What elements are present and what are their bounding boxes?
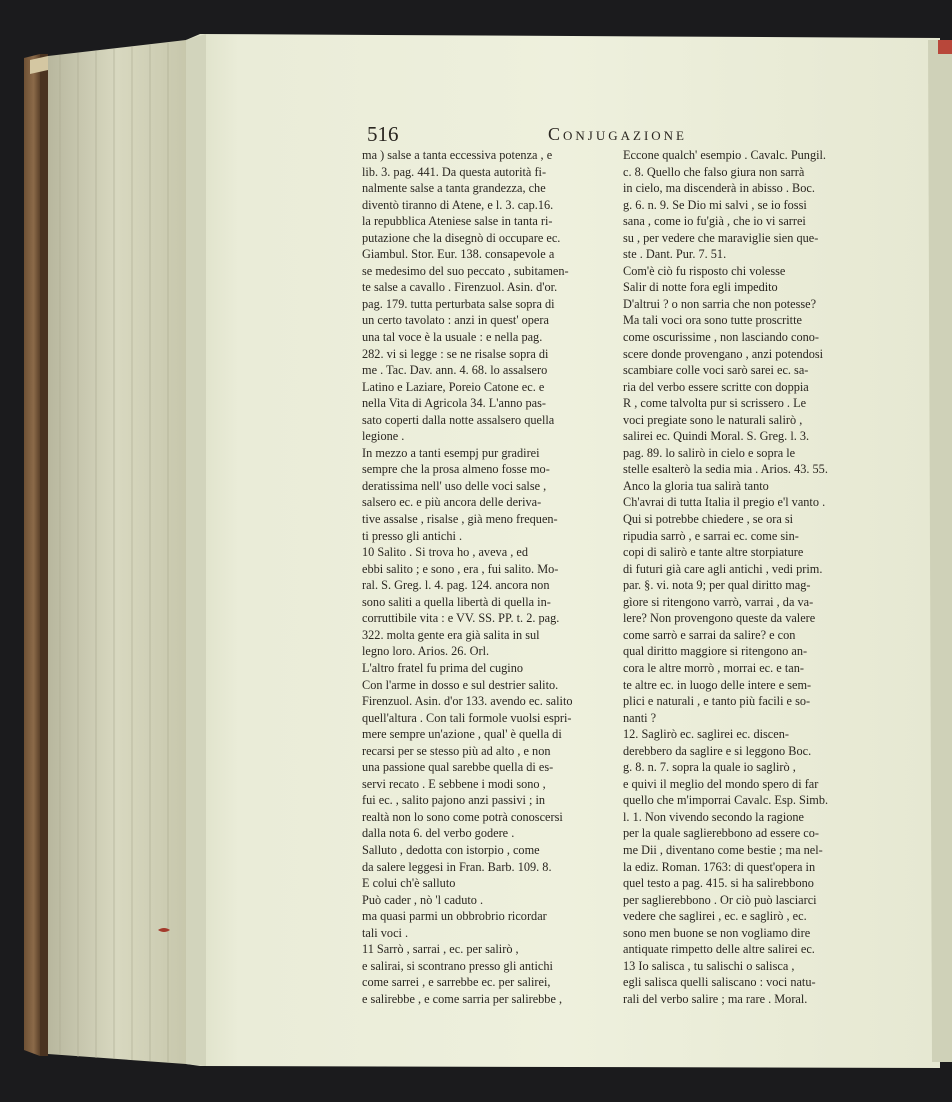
text-line: Anco la gloria tua salirà tanto [623, 478, 769, 493]
text-line: tali voci . [362, 925, 409, 940]
text-line: R , come talvolta pur si scrissero . Le [623, 396, 807, 411]
text-line: Com'è ciò fu risposto chi volesse [623, 263, 786, 278]
text-line: da salere leggesi in Fran. Barb. 109. 8. [362, 859, 552, 874]
text-line: g. 6. n. 9. Se Dio mi salvi , se io fossi [623, 197, 807, 212]
text-line: lere? Non provengono queste da valere [623, 611, 816, 626]
text-line: putazione che la disegnò di occupare ec. [362, 230, 561, 245]
text-line: te altre ec. in luogo delle intere e sem- [623, 677, 812, 692]
text-line: ma quasi parmi un obbrobrio ricordar [362, 909, 547, 924]
text-line: 11 Sarrò , sarrai , ec. per salirò , [362, 942, 519, 957]
text-line: nanti ? [623, 710, 657, 725]
text-line: legione . [362, 429, 405, 444]
text-line: par. §. vi. nota 9; per qual diritto mag- [623, 578, 811, 593]
text-line: sono saliti a quella libertà di quella in- [362, 594, 551, 609]
text-line: e salirebbe , e come sarria per salirebbe , [362, 991, 563, 1006]
text-line: nalmente salse a tanta grandezza, che [362, 181, 546, 196]
text-line: servi recato . E sebbene i modi sono , [362, 776, 546, 791]
text-line: e salirai, si scontrano presso gli antichi [362, 958, 553, 973]
text-line: Qui si potrebbe chiedere , se ora si [623, 512, 794, 527]
text-line: Può cader , nò 'l caduto . [362, 892, 484, 907]
text-line: come oscurissime , non lasciando cono- [623, 330, 820, 345]
text-line: In mezzo a tanti esempj pur gradirei [362, 445, 540, 460]
text-line: fui ec. , salito pajono anzi passivi ; in [362, 793, 546, 808]
text-line: mere sempre un'azione , qual' è quella di [362, 727, 562, 742]
text-line: ebbi salito ; e sono , era , fui salito. Mo- [362, 561, 559, 576]
text-line: ma ) salse a tanta eccessiva potenza , e [362, 148, 553, 162]
text-line: D'altrui ? o non sarria che non potesse? [623, 296, 817, 311]
text-line: gìore si ritengono varrò, varrai , da va- [623, 594, 814, 609]
text-line: realtà non lo sono come potrà conoscersi [362, 809, 563, 824]
text-line: antiquate rimpetto delle altre salirei ec. [623, 942, 815, 957]
text-line: 10 Salito . Si trova ho , aveva , ed [362, 545, 528, 560]
text-line: Giambul. Stor. Eur. 138. consapevole a [362, 247, 555, 262]
text-line: cora le altre morrò , morrai ec. e tan- [623, 660, 804, 675]
text-line: g. 8. n. 7. sopra la quale io saglirò , [623, 760, 796, 775]
text-line: 12. Saglirò ec. saglirei ec. discen- [623, 727, 789, 742]
text-line: quello che m'imporrai Cavalc. Esp. Simb. [623, 793, 829, 808]
text-line: copi di salirò e tante altre storpiature [623, 545, 804, 560]
text-line: se medesimo del suo peccato , subitamen- [362, 263, 569, 278]
text-line: un certo tavolato : anzi in quest' opera [362, 313, 549, 328]
text-line: rali del verbo salire ; ma rare . Moral. [623, 991, 808, 1006]
text-line: come sarrò e sarrai da salire? e con [623, 627, 796, 642]
text-line: salirei ec. Quindi Moral. S. Greg. l. 3. [623, 429, 810, 444]
text-line: pag. 89. lo salirò in cielo e sopra le [623, 445, 796, 460]
text-line: quell'altura . Con tali formole vuolsi espri- [362, 710, 572, 725]
text-line: e quivi il meglio del mondo spero di far [623, 776, 819, 791]
text-line: diventò tiranno di Atene, e l. 3. cap.16. [362, 197, 554, 212]
text-line: qual diritto maggiore si ritengono an- [623, 644, 808, 659]
text-line: sempre che la prosa almeno fosse mo- [362, 462, 550, 477]
text-line: dalla nota 6. del verbo godere . [362, 826, 515, 841]
text-line: quel testo a pag. 415. si ha salirebbono [623, 876, 814, 891]
text-line: di futuri già care agli antichi , vedi prim. [623, 561, 823, 576]
text-line: plici e naturali , e tanto più facili e so- [623, 694, 811, 709]
running-head: Conjugazione [548, 124, 687, 144]
text-line: salsero ec. e più ancora delle deriva- [362, 495, 542, 510]
text-line: ria del verbo essere scritte con doppia [623, 379, 809, 394]
text-line: Firenzuol. Asin. d'or 133. avendo ec. salito [362, 694, 573, 709]
text-line: pag. 179. tutta perturbata salse sopra di [362, 296, 555, 311]
text-line: Salir di notte fora egli impedito [623, 280, 778, 295]
text-line: voci pregiate sono le naturali salirò , [623, 412, 803, 427]
text-line: legno loro. Arios. 26. Orl. [362, 644, 490, 659]
text-line: in cielo, ma discenderà in abisso . Boc. [623, 181, 815, 196]
text-line: egli salisca quelli saliscano : voci natu- [623, 975, 816, 990]
text-line: scere donde provengano , anzi potendosi [623, 346, 824, 361]
text-line: vedere che saglirei , ec. e saglirò , ec. [623, 909, 807, 924]
text-line: ste . Dant. Pur. 7. 51. [623, 247, 727, 262]
text-line: sato coperti dalla notte assalsero quella [362, 412, 555, 427]
text-line: sana , come io fu'già , che io vi sarrei [623, 214, 806, 229]
left-column [362, 147, 611, 1007]
text-line: ripudia sarrò , e sarrai ec. come sin- [623, 528, 799, 543]
text-line: per la quale saglierebbono ad essere co- [623, 826, 819, 841]
text-line: scambiare colle voci sarò sarei ec. sa- [623, 363, 809, 378]
text-line: me Dii , diventano come bestie ; ma nel- [623, 842, 823, 857]
text-line: derebbero da saglire e si leggono Boc. [623, 743, 812, 758]
text-line: Con l'arme in dosso e sul destrier salito. [362, 677, 559, 692]
text-line: 13 Io salisca , tu salischi o salisca , [623, 958, 795, 973]
right-column [623, 147, 880, 1007]
text-line: stelle esalterò la sedia mia . Arios. 43. 55. [623, 462, 828, 477]
text-line: L'altro fratel fu prima del cugino [362, 660, 523, 675]
page-number: 516 [367, 122, 399, 146]
text-line: una tal voce è la usuale : e nella pag. [362, 330, 543, 345]
text-line: me . Tac. Dav. ann. 4. 68. lo assalsero [362, 363, 548, 378]
text-line: l. 1. Non vivendo secondo la ragione [623, 809, 804, 824]
text-line: nella Vita di Agricola 34. L'anno pas- [362, 396, 546, 411]
text-line: ral. S. Greg. l. 4. pag. 124. ancora non [362, 578, 550, 593]
text-line: deratissima nell' uso delle voci salse , [362, 478, 547, 493]
text-line: la repubblica Ateniese salse in tanta ri- [362, 214, 553, 229]
text-line: come sarrei , e sarrebbe ec. per salirei, [362, 975, 551, 990]
text-line: recarsi per se stesso più ad alto , e non [362, 743, 551, 758]
text-line: 322. molta gente era già salita in sul [362, 627, 540, 642]
text-line: Ma tali voci ora sono tutte proscritte [623, 313, 802, 328]
text-line: Latino e Laziare, Poreio Catone ec. e [362, 379, 545, 394]
text-line: sono men buone se non vogliamo dire [623, 925, 811, 940]
text-line: per saglierebbono . Or ciò può lasciarci [623, 892, 817, 907]
text-line: te salse a cavallo . Firenzuol. Asin. d'or. [362, 280, 558, 295]
text-line: lib. 3. pag. 441. Da questa autorità fi- [362, 164, 547, 179]
text-line: Salluto , dedotta con istorpio , come [362, 842, 540, 857]
text-line: tive assalse , risalse , già meno frequen- [362, 512, 558, 527]
text-line: una passione qual sarebbe quella di es- [362, 760, 554, 775]
text-line: su , per vedere che maraviglie sien que- [623, 230, 819, 245]
text-line: E colui ch'è salluto [362, 876, 456, 891]
text-line: corruttibile vita : e VV. SS. PP. t. 2. pag. [362, 611, 560, 626]
text-line: la ediz. Roman. 1763: di quest'opera in [623, 859, 816, 874]
text-line: c. 8. Quello che falso giura non sarrà [623, 164, 805, 179]
text-line: 282. vi si legge : se ne risalse sopra di [362, 346, 549, 361]
text-line: Ch'avrai di tutta Italia il pregio e'l vanto . [623, 495, 826, 510]
text-line: ti presso gli antichi . [362, 528, 463, 543]
text-line: Eccone qualch' esempio . Cavalc. Pungil. [623, 148, 827, 162]
